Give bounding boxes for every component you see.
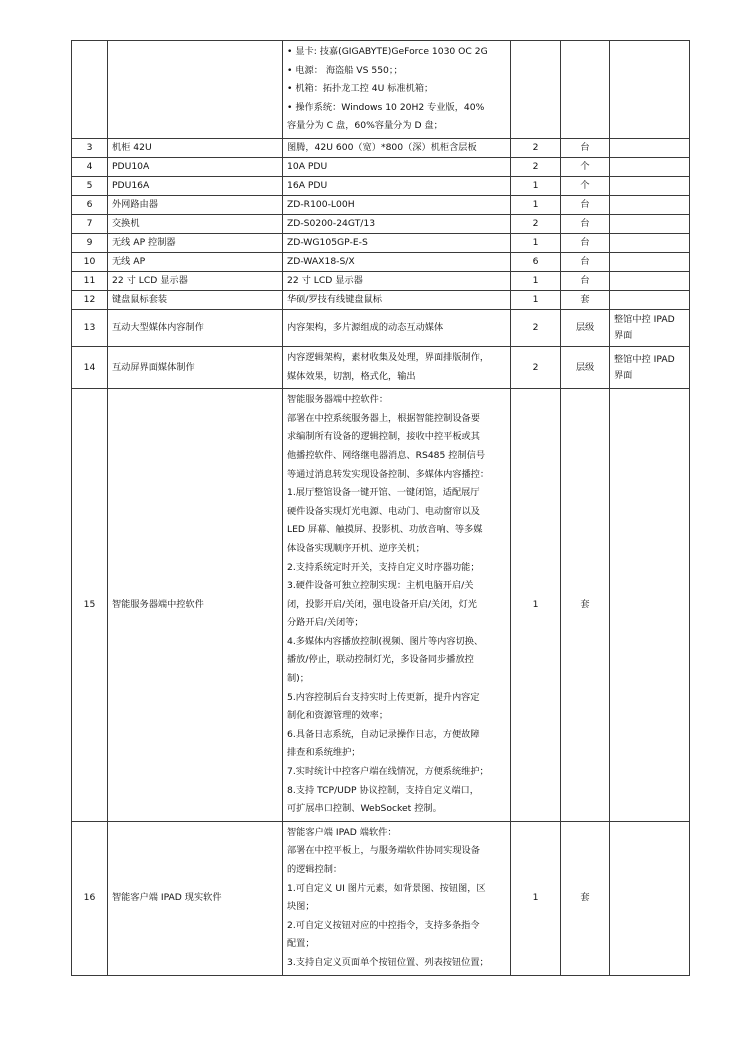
cell-name: 机柜 42U [108, 138, 283, 157]
cell-unit: 层级 [561, 346, 610, 388]
cell-unit: 台 [561, 195, 610, 214]
cell-desc [283, 389, 511, 822]
desc-line: 3.硬件设备可独立控制实现：主机电脑开启/关 [287, 580, 474, 592]
cell-name: 交换机 [108, 214, 283, 233]
desc-line: 6.具备日志系统，自动记录操作日志，方便故障 [287, 728, 480, 740]
cell-no: 12 [72, 290, 108, 309]
cell-spec: 22 寸 LCD 显示器 [283, 271, 511, 290]
cell-spec: 16A PDU [283, 176, 511, 195]
table-row-continued [72, 41, 690, 139]
cell-qty: 1 [511, 233, 561, 252]
cell-name: 智能客户端 IPAD 现实软件 [108, 821, 283, 975]
cell-name: 键盘鼠标套装 [108, 290, 283, 309]
cell-no: 3 [72, 138, 108, 157]
table-row [72, 138, 690, 157]
cell-no: 6 [72, 195, 108, 214]
cell-desc: • 显卡: 技嘉(GIGABYTE)GeForce 1030 OC 2G • 电源： 海盗船 VS 550；； • 机箱：拓扑龙工控 4U 标准机箱； • 操作系统：Windows 10 20H2 专业版，40% 容量分为 C 盘，60%容量分为 D 盘； [283, 41, 511, 139]
cell-desc [283, 821, 511, 975]
cell-no: 14 [72, 346, 108, 388]
table-row [72, 346, 690, 388]
cell-remark [610, 138, 690, 157]
cell-qty: 6 [511, 252, 561, 271]
cell-desc: 内容逻辑架构，素材收集及处理，界面排版制作， 媒体效果，切割，格式化，输出 [283, 346, 511, 388]
cell-unit: 个 [561, 157, 610, 176]
desc-line: 7.实时统计中控客户端在线情况，方便系统维护； [287, 766, 489, 778]
cell-name: PDU16A [108, 176, 283, 195]
desc-line: 他播控软件、网络继电器消息、RS485 控制信号 [287, 449, 486, 461]
desc-line: 2.可自定义按钮对应的中控指令，支持多条指令 [287, 919, 480, 931]
cell-no: 5 [72, 176, 108, 195]
cell-name: 外网路由器 [108, 195, 283, 214]
cell-no: 15 [72, 389, 108, 822]
cell-qty: 2 [511, 346, 561, 388]
cell-unit: 个 [561, 176, 610, 195]
desc-line: 可扩展串口控制、WebSocket 控制。 [287, 803, 442, 815]
cell-unit: 台 [561, 252, 610, 271]
table-row [72, 176, 690, 195]
table-row [72, 821, 690, 975]
cell-remark [610, 252, 690, 271]
desc-line: 等通过消息转发实现设备控制、多媒体内容播控： [287, 468, 490, 480]
cell-unit: 套 [561, 389, 610, 822]
cell-qty: 1 [511, 195, 561, 214]
cell-name [108, 41, 283, 139]
cell-spec: ZD-S0200-24GT/13 [283, 214, 511, 233]
cell-no: 16 [72, 821, 108, 975]
cell-spec: ZD-R100-L00H [283, 195, 511, 214]
cell-unit: 套 [561, 821, 610, 975]
cell-unit: 层级 [561, 309, 610, 346]
cell-qty: 2 [511, 157, 561, 176]
cell-name: 互动屏界面媒体制作 [108, 346, 283, 388]
desc-line: 排查和系统维护； [287, 747, 361, 759]
desc-line: 智能客户端 IPAD 端软件： [287, 826, 397, 838]
cell-remark [610, 41, 690, 139]
desc-line: 1.可自定义 UI 图片元素，如背景图、按钮图，区 [287, 882, 486, 894]
table-row [72, 252, 690, 271]
table-row [72, 389, 690, 822]
cell-spec: 图腾，42U 600（宽）*800（深）机柜含层板 [283, 138, 511, 157]
cell-unit: 台 [561, 233, 610, 252]
desc-line: 求编制所有设备的逻辑控制，接收中控平板或其 [287, 431, 480, 443]
cell-no: 10 [72, 252, 108, 271]
cell-qty: 1 [511, 290, 561, 309]
cell-qty: 1 [511, 389, 561, 822]
desc-line: 5.内容控制后台支持实时上传更新，提升内容定 [287, 691, 480, 703]
cell-spec: 华硕/罗技有线键盘鼠标 [283, 290, 511, 309]
desc-line: 4.多媒体内容播放控制(视频、图片等内容切换、 [287, 635, 484, 647]
cell-no [72, 41, 108, 139]
cell-remark: 整馆中控 IPAD 界面 [610, 346, 690, 388]
desc-line: 硬件设备实现灯光电源、电动门、电动窗帘以及 [287, 505, 480, 517]
table-row [72, 309, 690, 346]
cell-spec: ZD-WG105GP-E-S [283, 233, 511, 252]
desc-line: 播放/停止，联动控制灯光，多设备同步播放控 [287, 654, 474, 666]
cell-no: 7 [72, 214, 108, 233]
desc-line: 闭，投影开启/关闭，强电设备开启/关闭，灯光 [287, 598, 477, 610]
desc-line: 配置； [287, 938, 315, 950]
cell-no: 13 [72, 309, 108, 346]
cell-remark [610, 176, 690, 195]
cell-remark [610, 290, 690, 309]
cell-unit: 台 [561, 214, 610, 233]
table-row [72, 195, 690, 214]
cell-unit: 套 [561, 290, 610, 309]
cell-unit [561, 41, 610, 139]
cell-name: PDU10A [108, 157, 283, 176]
cell-qty: 2 [511, 138, 561, 157]
desc-line: 的逻辑控制： [287, 864, 343, 875]
equipment-table [71, 40, 690, 976]
cell-name: 互动大型媒体内容制作 [108, 309, 283, 346]
cell-no: 11 [72, 271, 108, 290]
desc-line: 部署在中控系统服务器上，根据智能控制设备要 [287, 412, 480, 424]
cell-remark [610, 389, 690, 822]
table-row [72, 214, 690, 233]
cell-qty: 2 [511, 309, 561, 346]
cell-name: 无线 AP 控制器 [108, 233, 283, 252]
cell-unit: 台 [561, 271, 610, 290]
desc-line: 制)； [287, 673, 309, 685]
desc-line: 3.支持自定义页面单个按钮位置、列表按钮位置； [287, 956, 489, 968]
desc-line: 部署在中控平板上，与服务端软件协同实现设备 [287, 845, 480, 857]
table-row [72, 290, 690, 309]
table-row [72, 271, 690, 290]
cell-qty: 1 [511, 821, 561, 975]
desc-line: 分路开启/关闭等； [287, 617, 364, 629]
desc-line: 制化和资源管理的效率； [287, 710, 389, 722]
cell-spec: 10A PDU [283, 157, 511, 176]
table-row [72, 233, 690, 252]
cell-qty: 1 [511, 176, 561, 195]
desc-line: 体设备实现顺序开机、逆序关机； [287, 542, 425, 554]
cell-unit: 台 [561, 138, 610, 157]
cell-spec: 内容架构，多片源组成的动态互动媒体 [283, 309, 511, 346]
cell-qty [511, 41, 561, 139]
cell-qty: 1 [511, 271, 561, 290]
cell-qty: 2 [511, 214, 561, 233]
cell-remark [610, 233, 690, 252]
table-row [72, 157, 690, 176]
cell-remark: 整馆中控 IPAD 界面 [610, 309, 690, 346]
desc-line: 块图； [287, 901, 315, 913]
cell-no: 4 [72, 157, 108, 176]
cell-name: 智能服务器端中控软件 [108, 389, 283, 822]
cell-name: 22 寸 LCD 显示器 [108, 271, 283, 290]
cell-no: 9 [72, 233, 108, 252]
cell-remark [610, 157, 690, 176]
desc-line: 2.支持系统定时开关，支持自定义时序器功能； [287, 561, 480, 573]
cell-remark [610, 195, 690, 214]
desc-line: 智能服务器端中控软件： [287, 394, 389, 406]
cell-remark [610, 271, 690, 290]
desc-line: 8.支持 TCP/UDP 协议控制，支持自定义端口， [287, 784, 479, 796]
cell-name: 无线 AP [108, 252, 283, 271]
desc-line: LED 屏幕、触摸屏、投影机、功放音响、等多媒 [287, 524, 483, 536]
cell-remark [610, 214, 690, 233]
desc-line: 1.展厅整馆设备一键开馆、一键闭馆，适配展厅 [287, 487, 480, 499]
cell-remark [610, 821, 690, 975]
cell-spec: ZD-WAX18-S/X [283, 252, 511, 271]
